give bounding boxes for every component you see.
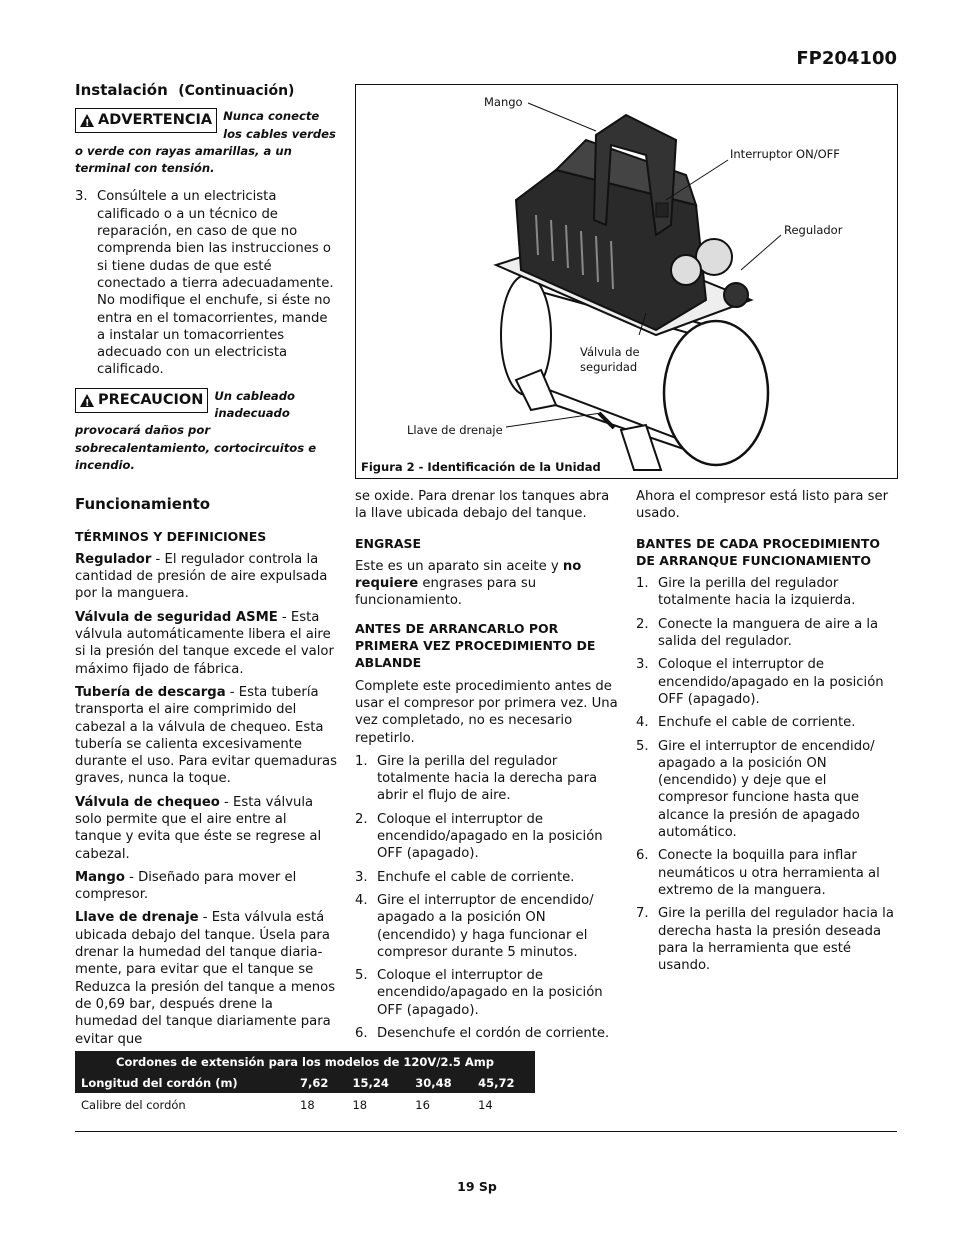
term-name: Válvula de seguridad ASME bbox=[75, 609, 278, 625]
extension-cord-table bbox=[75, 1051, 535, 1117]
table-header-cell: 7,62 bbox=[294, 1072, 346, 1093]
term-definition bbox=[75, 869, 337, 904]
list-item: 1. Gire la perilla del regulador totalmente hacia la derecha para abrir el flujo de aire. bbox=[355, 753, 598, 804]
term-definition bbox=[75, 794, 337, 863]
term-definition bbox=[75, 551, 337, 603]
label-mango: Mango bbox=[484, 95, 523, 109]
figure-compressor bbox=[355, 84, 898, 479]
compressor-illustration bbox=[356, 85, 897, 478]
page-number: 19 Sp bbox=[457, 1179, 497, 1194]
caution-label: PRECAUCION bbox=[98, 391, 204, 408]
table-row bbox=[75, 1093, 535, 1117]
grease-text-b: engrases para su funcionamiento. bbox=[355, 576, 537, 609]
list-item: 4. Gire el interruptor de encendido/ apagado a la posición ON (encendido) y haga funcionar el compresor durante 5 minutos. bbox=[355, 892, 594, 960]
term-definition bbox=[75, 684, 337, 788]
list-item: 7. Gire la perilla del regulador hacia la derecha hasta la presión deseada para la herramienta que esté usando. bbox=[636, 906, 894, 974]
list-item: 2. Coloque el interruptor de encendido/apagado en la posición OFF (apagado). bbox=[355, 811, 603, 862]
table-header-cell: 15,24 bbox=[346, 1072, 409, 1093]
installation-heading bbox=[75, 82, 337, 100]
step-number: 3. bbox=[75, 189, 88, 205]
footer-divider bbox=[75, 1131, 897, 1132]
term-def: - Esta válvula solo permite que el aire entre al tanque y evita que éste se regrese al cabezal. bbox=[75, 794, 322, 862]
model-number: FP204100 bbox=[796, 48, 897, 69]
installation-title-suffix: (Continuación) bbox=[178, 83, 295, 99]
term-def: - Esta tubería transporta el aire comprimido del cabezal a la válvula de chequeo. Esta tubería se calienta excesivamente durante el uso. Para evitar quemaduras graves, nunca la toque. bbox=[75, 684, 337, 787]
term-def: - El regulador controla la cantidad de presión de aire expulsada por la manguera. bbox=[75, 551, 328, 602]
table-cell: 18 bbox=[352, 1098, 368, 1112]
install-step-3 bbox=[75, 188, 337, 378]
warning-badge bbox=[75, 108, 217, 133]
grease-text-a: Este es un aparato sin aceite y bbox=[355, 558, 563, 574]
label-regulator: Regulador bbox=[784, 223, 843, 237]
breakin-heading: ANTES DE ARRANCARLO POR PRIMERA VEZ PROCEDIMIENTO DE ABLANDE bbox=[355, 620, 596, 671]
caution-triangle-icon bbox=[80, 394, 94, 407]
warning-text: Nunca conecte los cables verdes o verde con rayas amarillas, a un terminal con tensión. bbox=[75, 109, 336, 176]
term-def: - Esta válvula automáticamente libera el aire si la presión del tanque excede el valor máximo fijado de fábrica. bbox=[75, 609, 334, 677]
term-def: - Diseñado para mover el compresor. bbox=[75, 869, 297, 903]
table-header-cell: 45,72 bbox=[472, 1072, 535, 1093]
startup-steps bbox=[636, 575, 898, 974]
list-item: 4. Enchufe el cable de corriente. bbox=[636, 715, 856, 731]
term-definition bbox=[75, 609, 337, 678]
table-cell: 14 bbox=[478, 1098, 493, 1112]
warning-triangle-icon bbox=[80, 114, 94, 127]
middle-column bbox=[355, 488, 621, 1048]
caution-text: Un cableado inadecuado provocará daños por sobrecalentamiento, cortocircuitos e incendio. bbox=[75, 388, 317, 472]
table-cell: Calibre del cordón bbox=[81, 1098, 186, 1112]
breakin-intro: Complete este procedimiento antes de usar el compresor por primera vez. Una vez completado, no es necesario repetirlo. bbox=[355, 678, 618, 746]
warning-block bbox=[75, 108, 337, 177]
continuation-text: se oxide. Para drenar los tanques abra la llave ubicada debajo del tanque. bbox=[355, 489, 610, 522]
term-def: - Esta válvula está ubicada debajo del tanque. Úsela para drenar la humedad del tanque diaria-mente, para evitar que el tanque se Reduzca la presión del tanque a menos de 0,69 bar, después drene la humedad del tanque diariamente para evitar que bbox=[75, 910, 336, 1047]
startup-heading: BANTES DE CADA PROCEDIMIENTO DE ARRANQUE FUNCIONAMIENTO bbox=[636, 535, 880, 568]
breakin-steps bbox=[355, 753, 621, 1042]
list-item: 5. Gire el interruptor de encendido/ apagado a la posición ON (encendido) y deje que el compresor funcione hasta que alcance la presión de apagado automático. bbox=[636, 738, 875, 841]
ready-text: Ahora el compresor está listo para ser usado. bbox=[636, 489, 889, 522]
list-item: 6. Desenchufe el cordón de corriente. bbox=[355, 1026, 610, 1042]
table-header-cell: 30,48 bbox=[409, 1072, 472, 1093]
left-column bbox=[75, 82, 337, 1054]
list-item: 5. Coloque el interruptor de encendido/apagado en la posición OFF (apagado). bbox=[355, 968, 603, 1018]
installation-title: Instalación bbox=[75, 81, 168, 99]
grease-text bbox=[355, 558, 621, 610]
label-switch: Interruptor ON/OFF bbox=[730, 147, 840, 161]
warning-label: ADVERTENCIA bbox=[98, 112, 213, 129]
step-text: Consúltele a un electricista calificado o a un técnico de reparación, en caso de que no comprenda bien las instrucciones o si tiene dudas de que esté conectado a tierra adecuadamente. No modifique el enchufe, si éste no entra en el tomacorrientes, mande a instalar un tomacorrientes adecuado con un electricista calificado. bbox=[97, 189, 334, 378]
table-cell: 18 bbox=[300, 1098, 315, 1112]
right-column bbox=[636, 488, 898, 980]
list-item: 3. Coloque el interruptor de encendido/apagado en la posición OFF (apagado). bbox=[636, 657, 884, 707]
table-cell: 16 bbox=[415, 1098, 430, 1112]
term-definition bbox=[75, 909, 337, 1047]
figure-caption: Figura 2 - Identificación de la Unidad bbox=[361, 460, 601, 474]
caution-block bbox=[75, 388, 337, 474]
label-drain: Llave de drenaje bbox=[407, 423, 503, 437]
table-header-cell: Longitud del cordón (m) bbox=[75, 1072, 294, 1093]
table-title: Cordones de extensión para los modelos de 120V/2.5 Amp bbox=[75, 1051, 535, 1072]
term-name: Llave de drenaje bbox=[75, 910, 199, 926]
list-item: 3. Enchufe el cable de corriente. bbox=[355, 869, 575, 885]
label-safety-valve: Válvula de seguridad bbox=[580, 345, 640, 374]
grease-heading: ENGRASE bbox=[355, 535, 422, 551]
list-item: 2. Conecte la manguera de aire a la salida del regulador. bbox=[636, 616, 879, 650]
list-item: 1. Gire la perilla del regulador totalmente hacia la izquierda. bbox=[636, 576, 856, 609]
list-item: 6. Conecte la boquilla para inflar neumáticos u otra herramienta al extremo de la manguera. bbox=[636, 848, 880, 898]
table-header-row bbox=[75, 1072, 535, 1093]
term-name: Tubería de descarga bbox=[75, 684, 226, 700]
grease-text-bold: no requiere bbox=[355, 558, 582, 592]
term-name: Mango bbox=[75, 869, 125, 885]
operation-heading: Funcionamiento bbox=[75, 495, 211, 514]
caution-badge bbox=[75, 388, 208, 413]
term-name: Regulador bbox=[75, 551, 152, 567]
terms-heading: TÉRMINOS Y DEFINICIONES bbox=[75, 528, 267, 544]
term-name: Válvula de chequeo bbox=[75, 794, 220, 810]
